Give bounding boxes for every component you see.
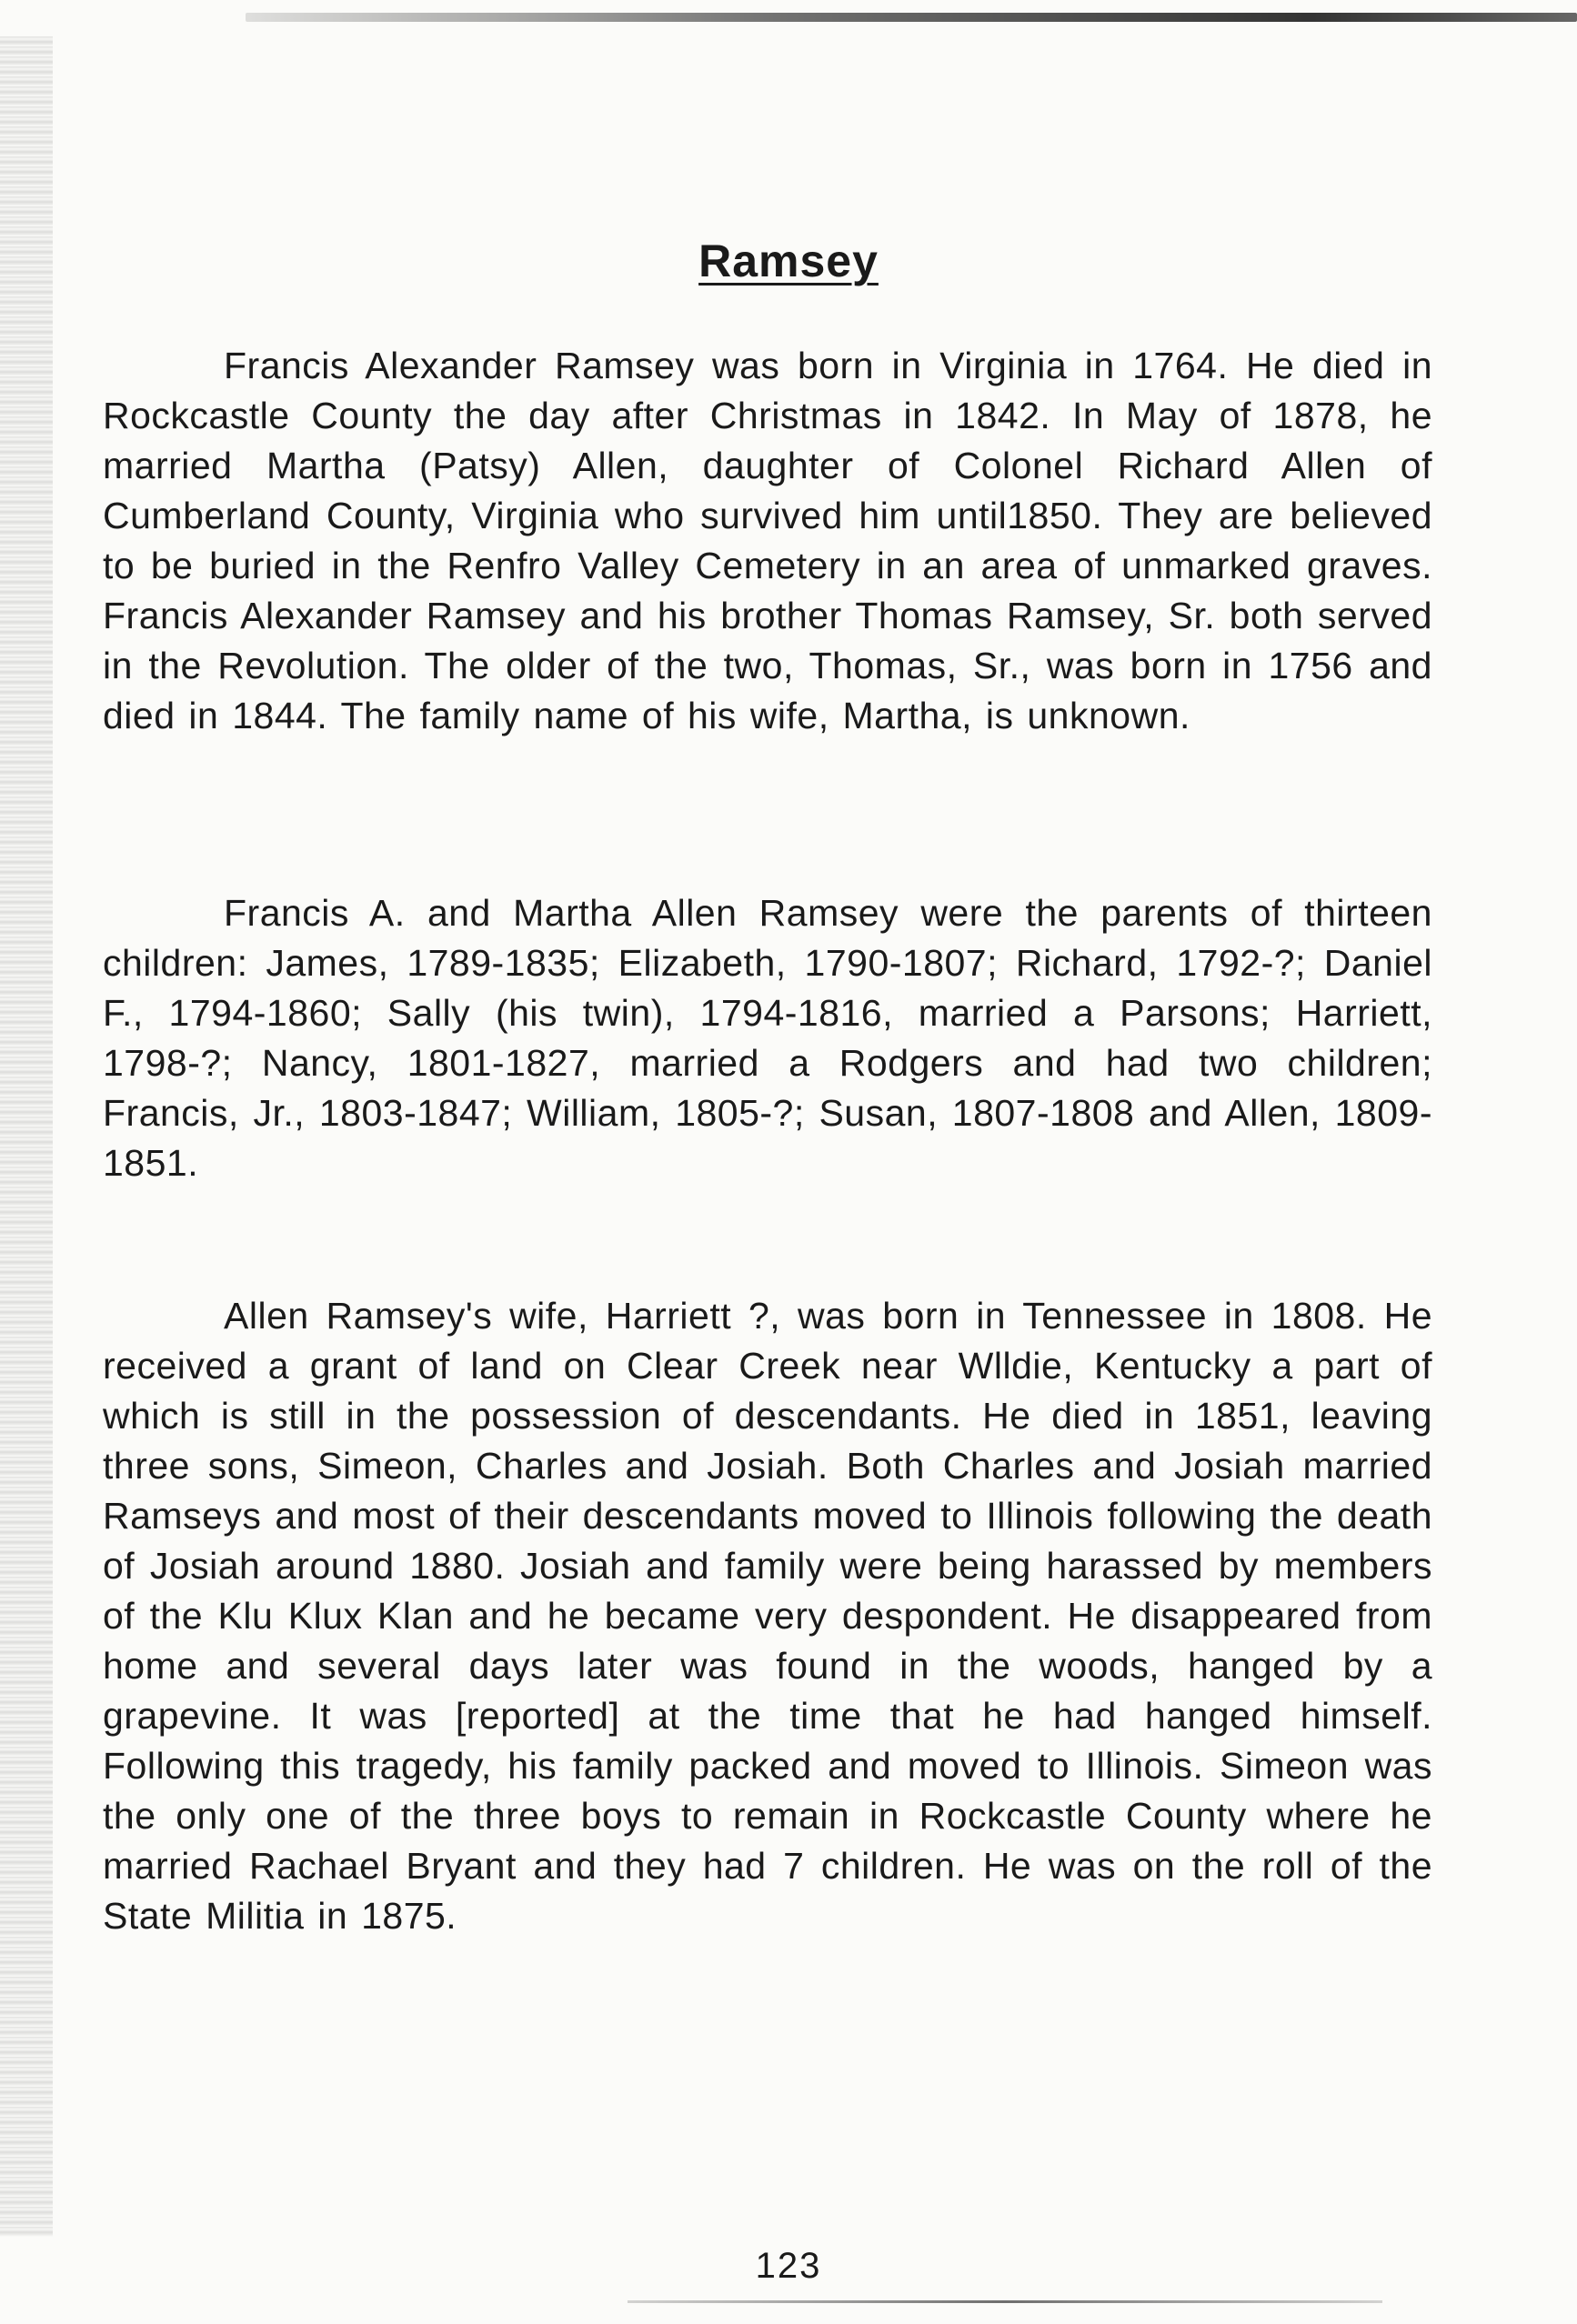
page-title-text: Ramsey — [698, 235, 879, 286]
paragraph-allen-ramsey: Allen Ramsey's wife, Harriett ?, was born in Tennessee in 1808. He received a grant of land on Clear Creek near Wlldie, Kentucky a part of which is still in the possession of descendants. He died in 1851, leaving three sons, Simeon, Charles and Josiah. Both Charles and Josiah married Ramseys and most of their descendants moved to Illinois following the death of Josiah around 1880. Josiah and family were being harassed by members of the Klu Klux Klan and he became very despondent. He disappeared from home and several days later was found in the woods, hanged by a grapevine. It was [reported] at the time that he had hanged himself. Following this tragedy, his family packed and moved to Illinois. Simeon was the only one of the three boys to remain in Rockcastle County where he married Rachael Bryant and they had 7 children. He was on the roll of the State Militia in 1875. — [103, 1295, 1432, 1937]
page-title — [0, 235, 1577, 287]
paragraph-children: Francis A. and Martha Allen Ramsey were the parents of thirteen children: James, 1789-1835; Elizabeth, 1790-1807; Richard, 1792-?; Daniel F., 1794-1860; Sally (his twin), 1794-1816, married a Parsons; Harriett, 1798-?; Nancy, 1801-1827, married a Rodgers and had two children; Francis, Jr., 1803-1847; William, 1805-?; Susan, 1807-1808 and Allen, 1809-1851. — [103, 892, 1432, 1184]
paragraph-francis-alexander-ramsey: Francis Alexander Ramsey was born in Virginia in 1764. He died in Rockcastle County the day after Christmas in 1842. In May of 1878, he married Martha (Patsy) Allen, daughter of Colonel Richard Allen of Cumberland County, Virginia who survived him until1850. They are believed to be buried in the Renfro Valley Cemetery in an area of unmarked graves. Francis Alexander Ramsey and his brother Thomas Ramsey, Sr. both served in the Revolution. The older of the two, Thomas, Sr., was born in 1756 and died in 1844. The family name of his wife, Martha, is unknown. — [103, 345, 1432, 736]
scan-top-edge — [246, 13, 1577, 22]
scan-bottom-rule — [628, 2300, 1382, 2303]
page-number: 123 — [755, 2246, 822, 2286]
scan-binding-edge — [0, 36, 53, 2237]
